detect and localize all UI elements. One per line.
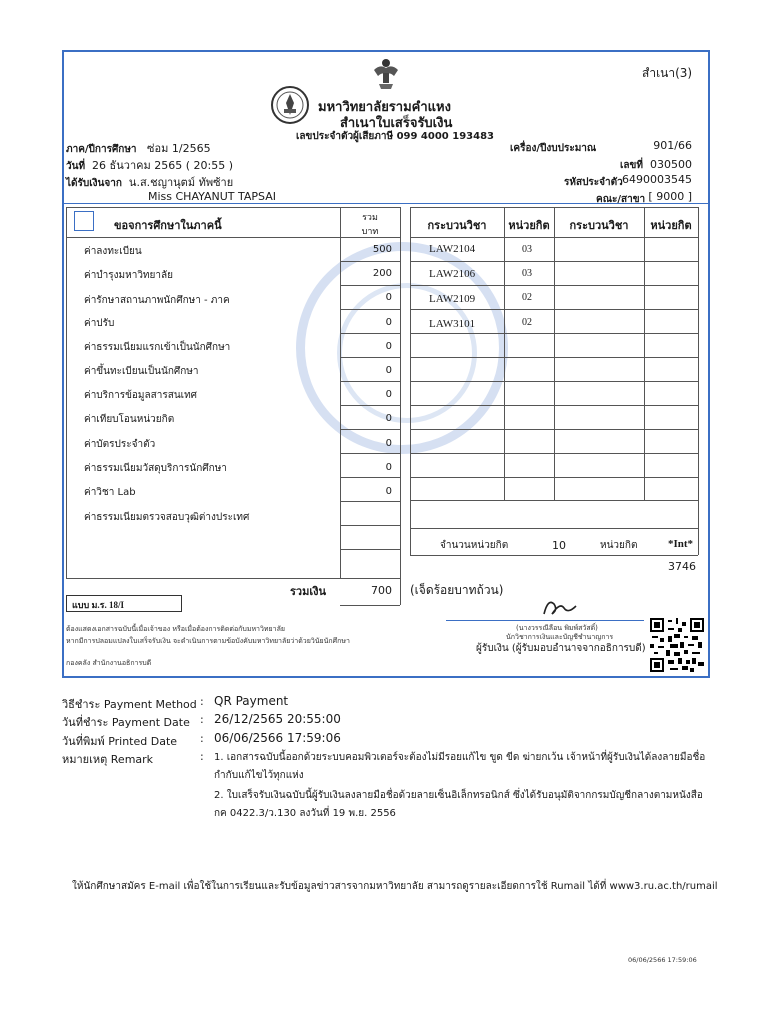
fee-label: ค่าบำรุงมหาวิทยาลัย — [84, 270, 173, 281]
fee-label: ค่าบัตรประจำตัว — [84, 439, 156, 450]
fees-header: ขอจการศึกษาในภาคนี้ — [114, 219, 222, 232]
fee-amount: 0 — [385, 341, 392, 352]
credits-unit: หน่วยกิต — [600, 540, 638, 551]
fee-label: ค่ารักษาสถานภาพนักศึกษา - ภาค — [84, 295, 230, 306]
fee-amount: 200 — [372, 268, 392, 279]
payment-date-value: 26/12/2565 20:55:00 — [214, 712, 341, 726]
remark-1-line-2: กำกับแก้ไขไว้ทุกแห่ง — [214, 770, 304, 781]
total-header-line2: บาท — [361, 227, 379, 237]
signer-name: (นางวรรณีลือน พิมพ์สวัสดิ์) — [516, 624, 598, 632]
colon: : — [200, 732, 204, 745]
fee-amount: 0 — [385, 438, 392, 449]
course-header-1: กระบวนวิชา — [427, 219, 487, 232]
received-from-row: ได้รับเงินจาก น.ส.ชญานุตม์ ทัพซ้าย — [66, 176, 234, 189]
garuda-emblem-icon — [372, 56, 400, 90]
document-title: สำเนาใบเสร็จรับเงิน — [340, 116, 453, 131]
student-id-value: 6490003545 — [622, 173, 692, 186]
machine-value: 901/66 — [653, 139, 692, 152]
form-code: แบบ ม.ร. 18/I — [66, 595, 182, 612]
credits-total-label: จำนวนหน่วยกิต — [440, 540, 509, 551]
note-line-1: ต้องแสดงเอกสารฉบับนี้เมื่อเจ้าของ หรือเมื่อต้องการติดต่อกับมหาวิทยาลัย — [66, 625, 285, 633]
course-code: LAW2106 — [429, 268, 476, 280]
fee-amount: 0 — [385, 462, 392, 473]
fee-label: ค่าเทียบโอนหน่วยกิต — [84, 414, 175, 425]
rumail-note: ให้นักศึกษาสมัคร E-mail เพื่อใช้ในการเรียนและรับข้อมูลข่าวสารจากมหาวิทยาลัย สามารถดูรายละเอียดการใช้ Rumail ได้ที่ www3.ru.ac.th/rumail — [72, 881, 718, 892]
sum-words: (เจ็ดร้อยบาทถ้วน) — [410, 583, 504, 597]
sum-value: 700 — [371, 584, 392, 597]
printed-date-value: 06/06/2566 17:59:06 — [214, 731, 341, 745]
date-row: วันที่ 26 ธันวาคม 2565 ( 20:55 ) — [66, 159, 234, 172]
signature-icon — [540, 596, 580, 618]
tax-id: เลขประจำตัวผู้เสียภาษี 099 4000 193483 — [296, 131, 494, 142]
faculty-value: [ 9000 ] — [648, 190, 692, 203]
remark-2-line-2: กค 0422.3/ว.130 ลงวันที่ 19 พ.ย. 2556 — [214, 808, 396, 819]
total-header-line1: รวม — [362, 213, 378, 223]
faculty-label: คณะ/สาขา — [596, 194, 646, 205]
fee-amount: 0 — [385, 317, 392, 328]
fee-label: ค่าวิชา Lab — [84, 487, 136, 498]
fee-label: ค่าบริการข้อมูลสารสนเทศ — [84, 390, 198, 401]
watermark-seal — [296, 242, 508, 454]
print-timestamp: 06/06/2566 17:59:06 — [628, 956, 697, 964]
payment-date-label: วันที่ชำระ Payment Date — [62, 716, 190, 729]
remark-2-line-1: 2. ใบเสร็จรับเงินฉบับนี้ผู้รับเงินลงลายมือชื่อด้วยลายเซ็นอิเล็กทรอนิกส์ ซึ่งได้รับอนุมัติจากกรมบัญชีกลางตามหนังสือ — [214, 790, 703, 801]
colon: : — [200, 750, 204, 763]
course-header-2: กระบวนวิชา — [569, 219, 629, 232]
fee-label: ค่าปรับ — [84, 318, 115, 329]
receiver-label: ผู้รับเงิน (ผู้รับมอบอำนาจจากอธิการบดี) — [476, 643, 646, 654]
remark-1-line-1: 1. เอกสารฉบับนี้ออกด้วยระบบคอมพิวเตอร์จะต้องไม่มีรอยแก้ไข ขูด ขีด ฆ่ายกเว้น เจ้าหน้าที่ผู้รับเงินได้ลงลายมือชื่อ — [214, 752, 706, 763]
colon: : — [200, 713, 204, 726]
machine-label: เครื่อง/ปีงบประมาณ — [510, 143, 597, 154]
student-id-label: รหัสประจำตัว — [564, 177, 623, 188]
fee-amount: 0 — [385, 389, 392, 400]
fee-amount: 0 — [385, 413, 392, 424]
university-name: มหาวิทยาลัยรามคำแหง — [318, 100, 451, 115]
course-credit: 03 — [522, 244, 532, 255]
receipt-no-label: เลขที่ — [620, 160, 643, 171]
fee-amount: 0 — [385, 486, 392, 497]
reference-number: 3746 — [668, 560, 696, 573]
remark-label: หมายเหตุ Remark — [62, 753, 154, 766]
course-credit: 02 — [522, 292, 532, 303]
payment-method-label: วิธีชำระ Payment Method — [62, 698, 197, 711]
term-row: ภาค/ปีการศึกษา ซ่อม 1/2565 — [66, 142, 211, 155]
printed-date-label: วันที่พิมพ์ Printed Date — [62, 735, 178, 748]
header-separator — [64, 203, 708, 204]
course-credit: 03 — [522, 268, 532, 279]
course-code: LAW2104 — [429, 243, 476, 255]
fee-label: ค่าธรรมเนียมตรวจสอบวุฒิต่างประเทศ — [84, 512, 250, 523]
fee-label: ค่าธรรมเนียมวัสดุบริการนักศึกษา — [84, 463, 227, 474]
course-code: LAW2109 — [429, 293, 476, 305]
fee-label: ค่าขึ้นทะเบียนเป็นนักศึกษา — [84, 366, 199, 377]
header-checkbox — [74, 211, 94, 231]
int-mark: *Int* — [668, 538, 694, 550]
department: กองคลัง สำนักงานอธิการบดี — [66, 659, 152, 667]
fee-label: ค่าลงทะเบียน — [84, 246, 142, 257]
credit-header-1: หน่วยกิต — [508, 219, 550, 232]
copy-label: สำเนา(3) — [642, 66, 693, 80]
signer-position: นักวิชาการเงินและบัญชีชำนาญการ — [506, 633, 614, 641]
payment-method-value: QR Payment — [214, 694, 289, 708]
credits-total-value: 10 — [552, 539, 566, 552]
fee-amount: 0 — [385, 292, 392, 303]
fee-label: ค่าธรรมเนียมแรกเข้าเป็นนักศึกษา — [84, 342, 231, 353]
note-line-2: หากมีการปลอมแปลงใบเสร็จรับเงิน จะดำเนินการตามข้อบังคับมหาวิทยาลัยว่าด้วยวินัยนักศึกษา — [66, 637, 350, 645]
course-code: LAW3101 — [429, 318, 476, 330]
colon: : — [200, 695, 204, 708]
credit-header-2: หน่วยกิต — [650, 219, 692, 232]
course-credit: 02 — [522, 317, 532, 328]
fee-amount: 500 — [372, 244, 392, 255]
qr-code-icon — [650, 618, 704, 672]
fee-amount: 0 — [385, 365, 392, 376]
receipt-no-value: 030500 — [650, 158, 692, 171]
name-english: Miss CHAYANUT TAPSAI — [148, 190, 276, 203]
university-logo-icon — [270, 85, 310, 125]
sum-label: รวมเงิน — [290, 585, 326, 598]
receipt-card — [62, 50, 710, 678]
